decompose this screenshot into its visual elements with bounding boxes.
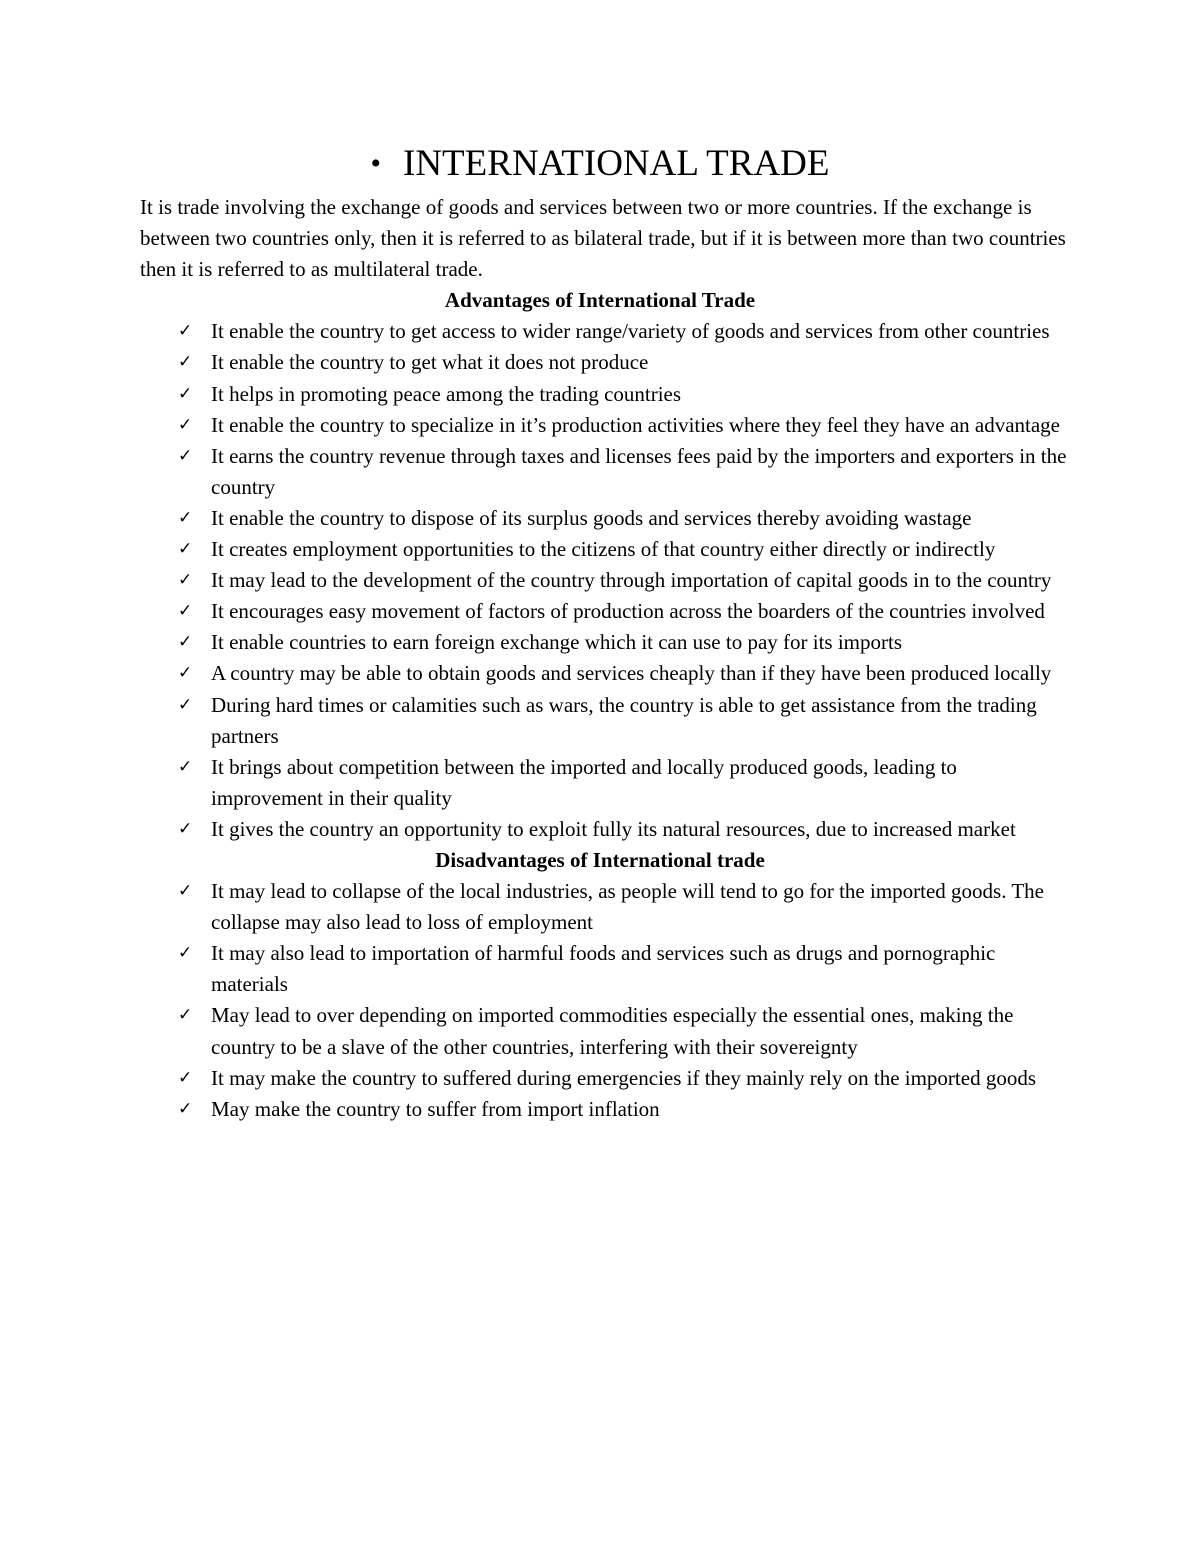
checkmark-icon: ✓ — [178, 881, 193, 902]
checkmark-icon: ✓ — [178, 383, 193, 404]
checkmark-icon: ✓ — [178, 1067, 193, 1088]
list-item: ✓ It enable the country to get what it does not produce — [211, 347, 1070, 378]
checkmark-icon: ✓ — [178, 570, 193, 591]
checkmark-icon: ✓ — [178, 507, 193, 528]
advantages-heading: Advantages of International Trade — [444, 288, 756, 313]
checkmark-icon: ✓ — [178, 943, 193, 964]
disadvantages-heading: Disadvantages of International trade — [435, 847, 765, 872]
checkmark-icon: ✓ — [178, 321, 193, 342]
title-bullet: • — [370, 147, 382, 180]
list-item: ✓ It enable countries to earn foreign exchange which it can use to pay for its imports — [211, 627, 1070, 658]
list-item: ✓ It enable the country to get access to wider range/variety of goods and services from other countries — [211, 316, 1070, 347]
intro-paragraph: It is trade involving the exchange of goods and services between two or more countries. If the exchange is between two countries only, then it is referred to as bilateral trade, but if it is between more than two countries then it is referred to as multilateral trade. — [140, 195, 1066, 282]
list-item: ✓ It may lead to the development of the country through importation of capital goods in to the country — [211, 565, 1070, 596]
list-item: ✓ It may also lead to importation of harmful foods and services such as drugs and pornographic materials — [211, 938, 1070, 1000]
checkmark-icon: ✓ — [178, 663, 193, 684]
document-body — [140, 192, 1070, 1125]
checkmark-icon: ✓ — [178, 445, 193, 466]
list-item: ✓ During hard times or calamities such as wars, the country is able to get assistance from the trading partners — [211, 690, 1070, 752]
list-item: ✓ May lead to over depending on imported commodities especially the essential ones, making the country to be a slave of the other countries, interfering with their sovereignty — [211, 1000, 1070, 1062]
checkmark-icon: ✓ — [178, 539, 193, 560]
advantages-list — [140, 316, 1070, 845]
checkmark-icon: ✓ — [178, 632, 193, 653]
list-item: ✓ It enable the country to specialize in it’s production activities where they feel they have an advantage — [211, 410, 1070, 441]
list-item: ✓ It encourages easy movement of factors of production across the boarders of the countries involved — [211, 596, 1070, 627]
list-item: ✓ A country may be able to obtain goods and services cheaply than if they have been produced locally — [211, 658, 1070, 689]
page-title — [0, 140, 1200, 188]
checkmark-icon: ✓ — [178, 694, 193, 715]
checkmark-icon: ✓ — [178, 601, 193, 622]
list-item: ✓ It gives the country an opportunity to exploit fully its natural resources, due to increased market — [211, 814, 1070, 845]
list-item: ✓ It helps in promoting peace among the trading countries — [211, 379, 1070, 410]
list-item: ✓ May make the country to suffer from import inflation — [211, 1094, 1070, 1125]
list-item: ✓ It earns the country revenue through taxes and licenses fees paid by the importers and exporters in the country — [211, 441, 1070, 503]
checkmark-icon: ✓ — [178, 818, 193, 839]
title-text: INTERNATIONAL TRADE — [403, 143, 830, 184]
disadvantages-list — [140, 876, 1070, 1125]
list-item: ✓ It may make the country to suffered during emergencies if they mainly rely on the imported goods — [211, 1063, 1070, 1094]
list-item: ✓ It creates employment opportunities to the citizens of that country either directly or indirectly — [211, 534, 1070, 565]
checkmark-icon: ✓ — [178, 756, 193, 777]
list-item: ✓ It brings about competition between the imported and locally produced goods, leading to improvement in their quality — [211, 752, 1070, 814]
list-item: ✓ It enable the country to dispose of its surplus goods and services thereby avoiding wastage — [211, 503, 1070, 534]
list-item: ✓ It may lead to collapse of the local industries, as people will tend to go for the imported goods. The collapse may also lead to loss of employment — [211, 876, 1070, 938]
checkmark-icon: ✓ — [178, 1098, 193, 1119]
checkmark-icon: ✓ — [178, 414, 193, 435]
checkmark-icon: ✓ — [178, 1005, 193, 1026]
checkmark-icon: ✓ — [178, 352, 193, 373]
